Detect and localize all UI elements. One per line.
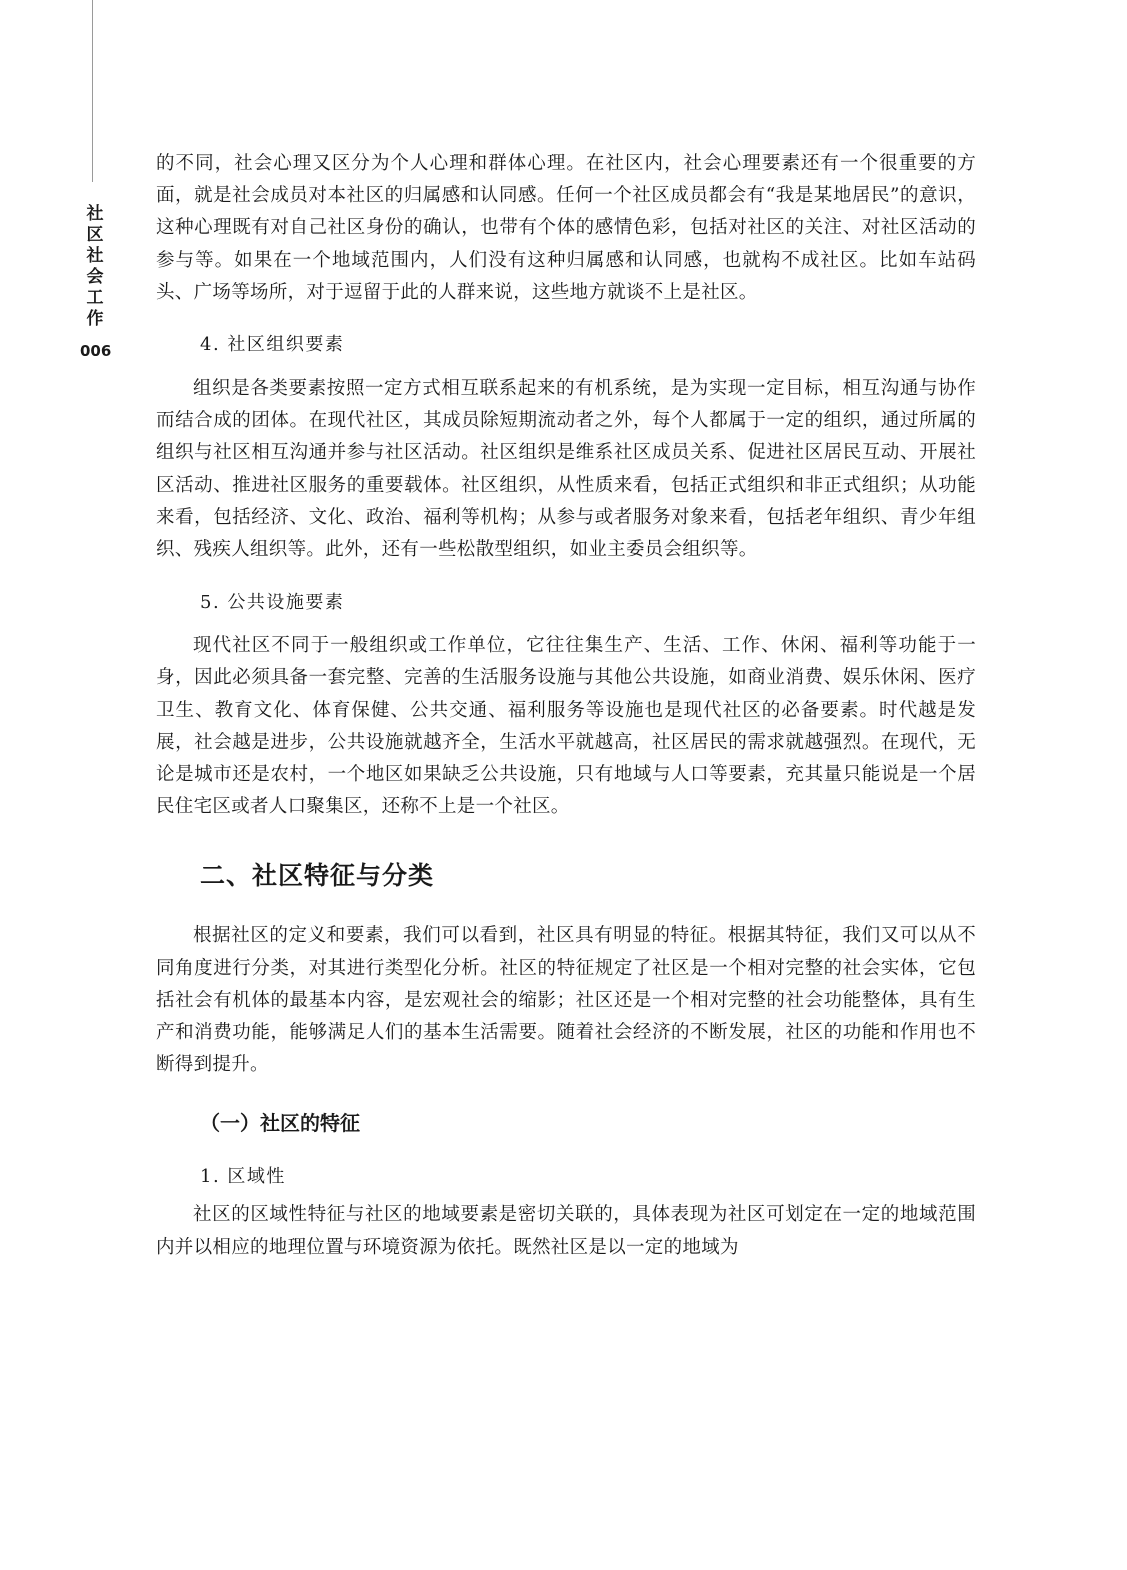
paragraph-social-psychology: 的不同，社会心理又区分为个人心理和群体心理。在社区内，社会心理要素还有一个很重要的方面，就是社会成员对本社区的归属感和认同感。任何一个社区成员都会有“我是某地居民”的意识，这种心理既有对自己社区身份的确认，也带有个体的感情色彩，包括对社区的关注、对社区活动的参与等。如果在一个地域范围内，人们没有这种归属感和认同感，也就构不成社区。比如车站码头、广场等场所，对于逗留于此的人群来说，这些地方就谈不上是社区。 bbox=[156, 153, 976, 303]
subsection-heading: （一）社区的特征 bbox=[200, 1111, 360, 1136]
book-title-char: 作 bbox=[86, 309, 104, 329]
book-title-char: 工 bbox=[86, 288, 104, 308]
book-title-char: 社 bbox=[86, 246, 104, 266]
running-book-title bbox=[84, 204, 106, 330]
book-title-char: 区 bbox=[86, 225, 104, 245]
item-heading-organization: 4. 社区组织要素 bbox=[200, 334, 345, 356]
paragraph-section-intro: 根据社区的定义和要素，我们可以看到，社区具有明显的特征。根据其特征，我们又可以从不同角度进行分类，对其进行类型化分析。社区的特征规定了社区是一个相对完整的社会实体，它包括社会有机体的最基本内容，是宏观社会的缩影；社区还是一个相对完整的社会功能整体，具有生产和消费功能，能够满足人们的基本生活需要。随着社会经济的不断发展，社区的功能和作用也不断得到提升。 bbox=[156, 925, 976, 1076]
item-heading-regionality: 1. 区域性 bbox=[200, 1166, 286, 1188]
paragraph-public-facilities: 现代社区不同于一般组织或工作单位，它往往集生产、生活、工作、休闲、福利等功能于一身，因此必须具备一套完整、完善的生活服务设施与其他公共设施，如商业消费、娱乐休闲、医疗卫生、教育文化、体育保健、公共交通、福利服务等设施也是现代社区的必备要素。时代越是发展，社会越是进步，公共设施就越齐全，生活水平就越高，社区居民的需求就越强烈。在现代，无论是城市还是农村，一个地区如果缺乏公共设施，只有地域与人口等要素，充其量只能说是一个居民住宅区或者人口聚集区，还称不上是一个社区。 bbox=[156, 635, 976, 818]
paragraph-organization: 组织是各类要素按照一定方式相互联系起来的有机系统，是为实现一定目标，相互沟通与协作而结合成的团体。在现代社区，其成员除短期流动者之外，每个人都属于一定的组织，通过所属的组织与社区相互沟通并参与社区活动。社区组织是维系社区成员关系、促进社区居民互动、开展社区活动、推进社区服务的重要载体。社区组织，从性质来看，包括正式组织和非正式组织；从功能来看，包括经济、文化、政治、福利等机构；从参与或者服务对象来看，包括老年组织、青少年组织、残疾人组织等。此外，还有一些松散型组织，如业主委员会组织等。 bbox=[156, 378, 976, 561]
margin-rule bbox=[92, 0, 93, 182]
page-body bbox=[156, 148, 976, 1264]
item-heading-public-facilities: 5. 公共设施要素 bbox=[200, 592, 345, 614]
page-number: 006 bbox=[80, 342, 112, 360]
book-title-char: 社 bbox=[86, 204, 104, 224]
paragraph-regionality: 社区的区域性特征与社区的地域要素是密切关联的，具体表现为社区可划定在一定的地域范围内并以相应的地理位置与环境资源为依托。既然社区是以一定的地域为 bbox=[156, 1204, 976, 1258]
book-title-char: 会 bbox=[86, 267, 104, 287]
section-heading: 二、社区特征与分类 bbox=[200, 861, 435, 891]
